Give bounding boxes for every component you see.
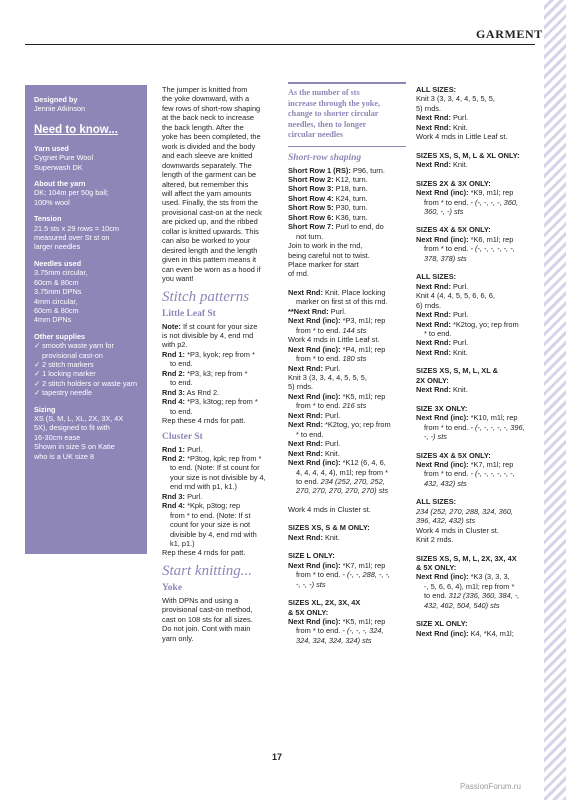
round-label: Next Rnd (inc): — [416, 234, 469, 244]
work-text: 6) rnds. — [416, 300, 442, 310]
needle-line: 4mm circular, — [34, 296, 78, 306]
round-label: Next Rnd: — [288, 532, 323, 542]
short-row-text: P96, turn. — [352, 165, 385, 175]
yarn-line: Superwash DK — [34, 162, 83, 172]
round-text: Purl. — [452, 338, 469, 348]
round-text: end rnd with p1, k1.) — [170, 482, 237, 492]
yoke-text: provisional cast-on method, — [162, 605, 253, 615]
section-title: GARMENT — [476, 27, 543, 41]
spacer — [416, 263, 538, 272]
short-row-label: Short Row 7: — [288, 222, 334, 232]
round-text: Purl. — [330, 306, 346, 316]
tension-label: Tension — [34, 214, 62, 224]
spacer — [416, 216, 538, 225]
intro-line: are picked up, and the ribbed — [162, 217, 258, 227]
needle-line: 60cm & 80cm — [34, 305, 79, 315]
stitch-count: - (-, -, -, -, 360, — [470, 197, 519, 207]
join-text: Join to work in the rnd, — [288, 241, 363, 251]
round-text: *K7, m1l; rep — [470, 459, 514, 469]
stitch-count: 378, 378) sts — [424, 253, 467, 263]
size-heading: & 5X ONLY: — [416, 563, 457, 573]
round-label: Rnd 3: — [162, 387, 185, 397]
round-text: *P3, m1l; rep — [342, 316, 386, 326]
work-text: Work 4 rnds in Cluster st. — [416, 525, 499, 535]
short-row-label: Short Row 2: — [288, 174, 334, 184]
round-text: from * to end. — [296, 570, 341, 580]
round-text: from * to end. — [296, 354, 341, 364]
stitch-count: 216 sts — [342, 401, 367, 411]
round-label: Rnd 1: — [162, 349, 185, 359]
round-text: *K7, m1l; rep — [342, 560, 386, 570]
note-text: with p2. — [162, 340, 188, 350]
round-text: count for your size is not — [170, 520, 251, 530]
round-text: -, 5, 6, 6, 4), m1l; rep from * — [424, 581, 515, 591]
short-row-heading: Short-row shaping — [288, 152, 362, 163]
round-text: Purl. — [452, 113, 469, 123]
size-heading: SIZE 3X ONLY: — [416, 403, 468, 413]
spacer — [288, 589, 406, 598]
work-text: Knit 2 rnds. — [416, 535, 454, 545]
supplies-label: Other supplies — [34, 331, 86, 341]
note-text: is not divisible by 4, end rnd — [162, 330, 254, 340]
round-text: *P3, k3; rep from * — [187, 368, 248, 378]
intro-line: at the back neck to increase — [162, 113, 255, 123]
round-text: from * to end. — [424, 422, 469, 432]
need-to-know-sidebar — [25, 85, 147, 554]
sizing-line: XS (S, M, L, XL, 2X, 3X, 4X — [34, 413, 124, 423]
round-label: Rnd 4: — [162, 397, 185, 407]
intro-line: collar is knitted upwards. This — [162, 226, 259, 236]
intro-line: the back length. After the — [162, 122, 244, 132]
round-text: *K9, m1l; rep — [470, 188, 514, 198]
round-label: Next Rnd (inc): — [416, 459, 469, 469]
supply-item: ✓ tapestry needle — [34, 388, 93, 398]
stitch-count: 432, 462, 504, 540) sts — [424, 600, 500, 610]
round-text: to end. (Note: If st count for — [170, 463, 260, 473]
round-text: * to end. — [424, 328, 452, 338]
round-text: *K10, m1l; rep — [470, 413, 518, 423]
stitch-count: 144 sts — [342, 325, 367, 335]
work-text: Knit 3 (3, 3, 4, 4, 5, 5, 5, — [416, 94, 495, 104]
round-text: *K2tog, yo; rep from — [452, 319, 519, 329]
short-row-label: Short Row 3: — [288, 184, 334, 194]
spacer — [288, 514, 406, 523]
round-text: K4, *K4, m1l; — [470, 628, 514, 638]
round-label: **Next Rnd: — [288, 306, 329, 316]
round-text: *K6, m1l; rep — [470, 234, 514, 244]
short-row-text: Purl to end, do — [335, 222, 384, 232]
round-label: Next Rnd (inc): — [288, 458, 341, 468]
round-text: from * to end. — [424, 197, 469, 207]
round-label: Next Rnd: — [416, 310, 451, 320]
decorative-chevron-border — [544, 0, 566, 800]
pattern-column-2 — [288, 82, 406, 645]
round-label: Next Rnd: — [288, 363, 323, 373]
about-yarn-label: About the yarn — [34, 179, 86, 189]
stitch-patterns-heading: Stitch patterns — [162, 288, 250, 305]
round-text: Purl. — [324, 439, 341, 449]
tension-line: larger needles — [34, 242, 81, 252]
size-heading: SIZE L ONLY: — [288, 551, 335, 561]
spacer — [416, 488, 538, 497]
round-text: Knit. — [452, 385, 468, 395]
yoke-text: yarn only. — [162, 633, 194, 643]
repeat-text: Rep these 4 rnds for patt. — [162, 416, 246, 426]
round-text: Knit. — [324, 532, 340, 542]
needle-line: 4mm DPNs — [34, 315, 72, 325]
stitch-count: 432, 432) sts — [424, 478, 467, 488]
work-text: 5) rnds. — [288, 382, 314, 392]
size-heading: SIZES 4X & 5X ONLY: — [416, 450, 491, 460]
round-label: Next Rnd: — [416, 385, 451, 395]
work-text: Knit 4 (4, 4, 5, 5, 6, 6, 6, — [416, 291, 495, 301]
round-label: Next Rnd: — [416, 113, 451, 123]
round-label: Rnd 4: — [162, 501, 185, 511]
stitch-count: 396, 432, 432) sts — [416, 516, 476, 526]
spacer — [416, 142, 538, 151]
little-leaf-heading: Little Leaf St — [162, 308, 216, 319]
sizing-line: 16-30cm ease — [34, 432, 81, 442]
round-text: Knit. Place locking — [324, 287, 386, 297]
size-heading: SIZES XS, S, M, L, 2X, 3X, 4X — [416, 553, 517, 563]
needle-line: 3.75mm circular, — [34, 268, 88, 278]
note-label: Note: — [162, 321, 181, 331]
intro-line: work is divided and the body — [162, 141, 256, 151]
sizing-line: who is a UK size 8 — [34, 451, 95, 461]
yarn-used-label: Yarn used — [34, 143, 69, 153]
round-label: Next Rnd: — [416, 338, 451, 348]
intro-line: provisional cast-on at the neck — [162, 207, 262, 217]
work-text: Knit 3 (3, 3, 4, 4, 5, 5, 5, — [288, 373, 367, 383]
round-text: from * to end. — [296, 626, 341, 636]
join-text: being careful not to twist. — [288, 250, 370, 260]
intro-line: desired length and the length — [162, 245, 258, 255]
tension-line: 21.5 sts x 29 rows = 10cm — [34, 223, 119, 233]
work-text: 5) rnds. — [416, 103, 442, 113]
stitch-count: 234 (252, 270, 252, — [320, 477, 385, 486]
designer-name: Jennie Atkinson — [34, 104, 86, 114]
round-text: to end. — [296, 477, 319, 486]
stitch-count: 180 sts — [342, 354, 367, 364]
round-text: *K2tog, yo; rep from — [324, 420, 391, 430]
round-label: Rnd 2: — [162, 453, 185, 463]
round-label: Next Rnd (inc): — [416, 188, 469, 198]
spacer — [416, 545, 538, 554]
round-text: Purl. — [452, 281, 469, 291]
round-label: Next Rnd (inc): — [416, 413, 469, 423]
work-text: Work 4 rnds in Little Leaf st. — [416, 132, 508, 142]
yarn-line: Cygnet Pure Wool — [34, 153, 94, 163]
round-label: Rnd 1: — [162, 444, 185, 454]
round-text: from * to end. (Note: If st — [170, 510, 251, 520]
pull-quote-line: change to shorter circular — [288, 109, 379, 118]
needles-label: Needles used — [34, 258, 82, 268]
round-text: from * to end. — [424, 244, 469, 254]
spacer — [416, 170, 538, 179]
about-yarn-line: 100% wool — [34, 197, 70, 207]
round-label: Next Rnd: — [416, 160, 451, 170]
round-text: *P3tog, kpk; rep from * — [187, 453, 262, 463]
spacer — [416, 395, 538, 404]
size-heading: ALL SIZES: — [416, 85, 457, 94]
yoke-heading: Yoke — [162, 582, 183, 593]
round-text: Knit. — [452, 122, 468, 132]
short-row-label: Short Row 5: — [288, 203, 334, 213]
size-heading: SIZES XS, S, M, L, XL & — [416, 366, 498, 376]
round-text: *P4, m1l; rep — [342, 344, 386, 354]
cluster-heading: Cluster St — [162, 431, 203, 442]
round-text: to end. — [424, 591, 447, 601]
size-heading: ALL SIZES: — [416, 272, 457, 282]
round-text: Knit. — [324, 448, 340, 458]
intro-line: length of the garment can be — [162, 170, 257, 180]
work-text: Work 4 rnds in Cluster st. — [288, 504, 371, 514]
join-text: Place marker for start — [288, 260, 359, 270]
pull-quote-line: increase through the yoke, — [288, 98, 381, 108]
size-heading: & 5X ONLY: — [288, 607, 329, 617]
size-heading: SIZE XL ONLY: — [416, 619, 468, 629]
about-yarn-line: DK; 104m per 50g ball; — [34, 188, 109, 198]
tension-line: measured over St st on — [34, 233, 110, 243]
start-knitting-heading: Start knitting... — [162, 562, 252, 579]
yoke-text: Do not join. Cont with main — [162, 624, 251, 634]
intro-line: and each sleeve are knitted — [162, 151, 253, 161]
round-text: your size is not divisible by 4, — [170, 472, 266, 482]
round-label: Next Rnd (inc): — [288, 316, 341, 326]
stitch-count: 270, 270, 270, 270, 270) sts — [296, 486, 389, 496]
short-row-text: P18, turn. — [335, 184, 368, 194]
round-text: *Kpk, p3tog; rep — [187, 501, 241, 511]
watermark: PassionForum.ru — [460, 782, 521, 791]
supply-item: ✓ 2 stitch holders or waste yarn — [34, 378, 138, 388]
round-label: Next Rnd (inc): — [416, 628, 469, 638]
short-row-label: Short Row 1 (RS): — [288, 165, 351, 175]
round-text: Purl. — [187, 444, 203, 454]
short-row-text: not turn. — [296, 231, 324, 241]
round-label: Next Rnd: — [416, 281, 451, 291]
round-text: As Rnd 2. — [186, 387, 220, 397]
round-label: Next Rnd: — [288, 448, 323, 458]
stitch-count: 234 (252, 270, 288, 324, 360, — [416, 506, 513, 516]
round-label: Next Rnd: — [416, 319, 451, 329]
round-text: from * to end. — [296, 401, 341, 411]
round-text: *K5, m1l; rep — [342, 616, 386, 626]
round-label: Rnd 3: — [162, 491, 185, 501]
repeat-text: Rep these 4 rnds for patt. — [162, 548, 246, 558]
spacer — [288, 496, 406, 505]
stitch-count: -, -, -) sts — [296, 579, 326, 589]
needle-line: 60cm & 80cm — [34, 277, 79, 287]
round-text: from * to end. — [296, 325, 341, 335]
short-row-text: K12, turn. — [335, 174, 368, 184]
round-text: divisible by 4, end rnd with — [170, 529, 257, 539]
size-heading: SIZES XS, S & M ONLY: — [288, 523, 370, 533]
round-text: *P3, k3tog; rep from * — [187, 397, 258, 407]
yoke-text: With DPNs and using a — [162, 595, 239, 605]
round-label: Next Rnd: — [288, 420, 323, 430]
spacer — [288, 542, 406, 551]
short-row-text: K24, turn. — [335, 193, 368, 203]
pull-quote-line: circular needles — [288, 130, 343, 139]
stitch-count: - (-, -, -, -, -, -, — [470, 244, 515, 254]
intro-line: you want! — [162, 274, 194, 284]
stitch-count: 324, 324, 324, 324) sts — [296, 635, 372, 645]
short-row-label: Short Row 6: — [288, 212, 334, 222]
stitch-count: 312 (336, 360, 384, -, — [448, 591, 520, 601]
intro-line: The jumper is knitted from — [162, 85, 248, 94]
pull-quote-line: needles, then to longer — [288, 119, 367, 129]
round-label: Next Rnd (inc): — [288, 616, 341, 626]
designed-by-label: Designed by — [34, 95, 78, 104]
round-text: *K12 (6, 4, 6, — [342, 458, 386, 468]
round-text: Knit. — [452, 160, 468, 170]
round-text: Knit. — [452, 347, 468, 357]
short-row-label: Short Row 4: — [288, 193, 334, 203]
round-text: * to end. — [296, 429, 324, 439]
round-text: Purl. — [324, 410, 341, 420]
round-label: Next Rnd (inc): — [288, 391, 341, 401]
round-text: Purl. — [324, 363, 341, 373]
round-label: Next Rnd: — [288, 439, 323, 449]
short-row-text: P30, turn. — [335, 203, 368, 213]
size-heading: ALL SIZES: — [416, 497, 457, 507]
header-divider — [25, 44, 535, 45]
round-label: Next Rnd: — [288, 287, 323, 297]
round-text: *K3 (3, 3, 3, — [470, 572, 510, 582]
sizing-line: 5X), designed to fit with — [34, 423, 110, 433]
pull-quote-line: As the number of sts — [288, 88, 360, 97]
spacer — [288, 279, 406, 288]
sizing-label: Sizing — [34, 404, 56, 414]
round-text: to end. — [170, 378, 193, 388]
intro-line: will affect the yarn amounts — [162, 188, 252, 198]
stitch-count: 360, -, -) sts — [424, 206, 464, 216]
size-heading: SIZES XS, S, M, L & XL ONLY: — [416, 150, 520, 160]
stitch-count: - (-, -, -, 324, — [342, 626, 384, 636]
intro-line: the yoke downward, with a — [162, 94, 250, 104]
round-label: Next Rnd: — [416, 122, 451, 132]
round-label: Rnd 2: — [162, 368, 185, 378]
pull-quote — [288, 84, 406, 147]
need-to-know-heading: Need to know... — [34, 123, 118, 136]
intro-line: yoke has been completed, the — [162, 132, 261, 142]
needle-line: 3.75mm DPNs — [34, 287, 82, 297]
round-text: k1, p1.) — [170, 539, 195, 549]
round-label: Next Rnd: — [288, 410, 323, 420]
size-heading: SIZES XL, 2X, 3X, 4X — [288, 598, 361, 608]
supply-item: ✓ 2 stitch markers — [34, 359, 94, 369]
intro-line: altered, but remember this — [162, 179, 249, 189]
intro-line: used. Finally, the sts from the — [162, 198, 258, 208]
round-label: Next Rnd: — [416, 347, 451, 357]
round-text: 4, 4, 4, 4, 4), m1l; rep from * — [296, 467, 389, 477]
round-text: marker on first st of this rnd. — [296, 297, 388, 307]
round-text: *P3, kyok; rep from * — [187, 349, 255, 359]
short-row-text: K36, turn. — [335, 212, 368, 222]
stitch-count: -, -) sts — [424, 432, 447, 442]
pattern-column-1 — [162, 85, 280, 643]
page-number: 17 — [272, 752, 283, 762]
intro-line: can also be worked to your — [162, 236, 251, 246]
sizing-line: Shown in size S on Katie — [34, 442, 115, 452]
intro-line: few rows of short-row shaping — [162, 103, 261, 113]
intro-line: given in this pattern means it — [162, 255, 257, 265]
size-heading: SIZES 4X & 5X ONLY: — [416, 225, 491, 235]
note-text: If st count for your size — [182, 321, 258, 331]
intro-line: can even be worn as a hood if — [162, 264, 261, 274]
round-text: to end. — [170, 406, 193, 416]
size-heading: 2X ONLY: — [416, 375, 449, 385]
round-label: Next Rnd (inc): — [288, 344, 341, 354]
round-label: Next Rnd (inc): — [288, 560, 341, 570]
round-text: from * to end. — [424, 469, 469, 479]
stitch-count: - (-, -, -, -, -, 396, — [470, 422, 525, 432]
spacer — [416, 357, 538, 366]
spacer — [416, 442, 538, 451]
work-text: Work 4 rnds in Little Leaf st. — [288, 335, 380, 345]
pattern-column-3 — [416, 85, 538, 638]
round-text: to end. — [170, 359, 193, 369]
round-text: Purl. — [452, 310, 469, 320]
spacer — [416, 610, 538, 619]
stitch-count: - (-, -, 288, -, -, — [342, 570, 391, 580]
join-text: of rnd. — [288, 269, 309, 279]
size-heading: SIZES 2X & 3X ONLY: — [416, 178, 491, 188]
round-label: Next Rnd (inc): — [416, 572, 469, 582]
supply-item: ✓ 1 locking marker — [34, 369, 96, 379]
round-text: Purl. — [187, 491, 203, 501]
stitch-count: - (-, -, -, -, -, -, — [470, 469, 515, 479]
yoke-text: cast on 108 sts for all sizes. — [162, 614, 253, 624]
round-text: *K5, m1l; rep — [342, 391, 386, 401]
supply-item: ✓ smooth waste yarn for provisional cast-on — [34, 341, 114, 360]
intro-line: downwards separately. The — [162, 160, 252, 170]
